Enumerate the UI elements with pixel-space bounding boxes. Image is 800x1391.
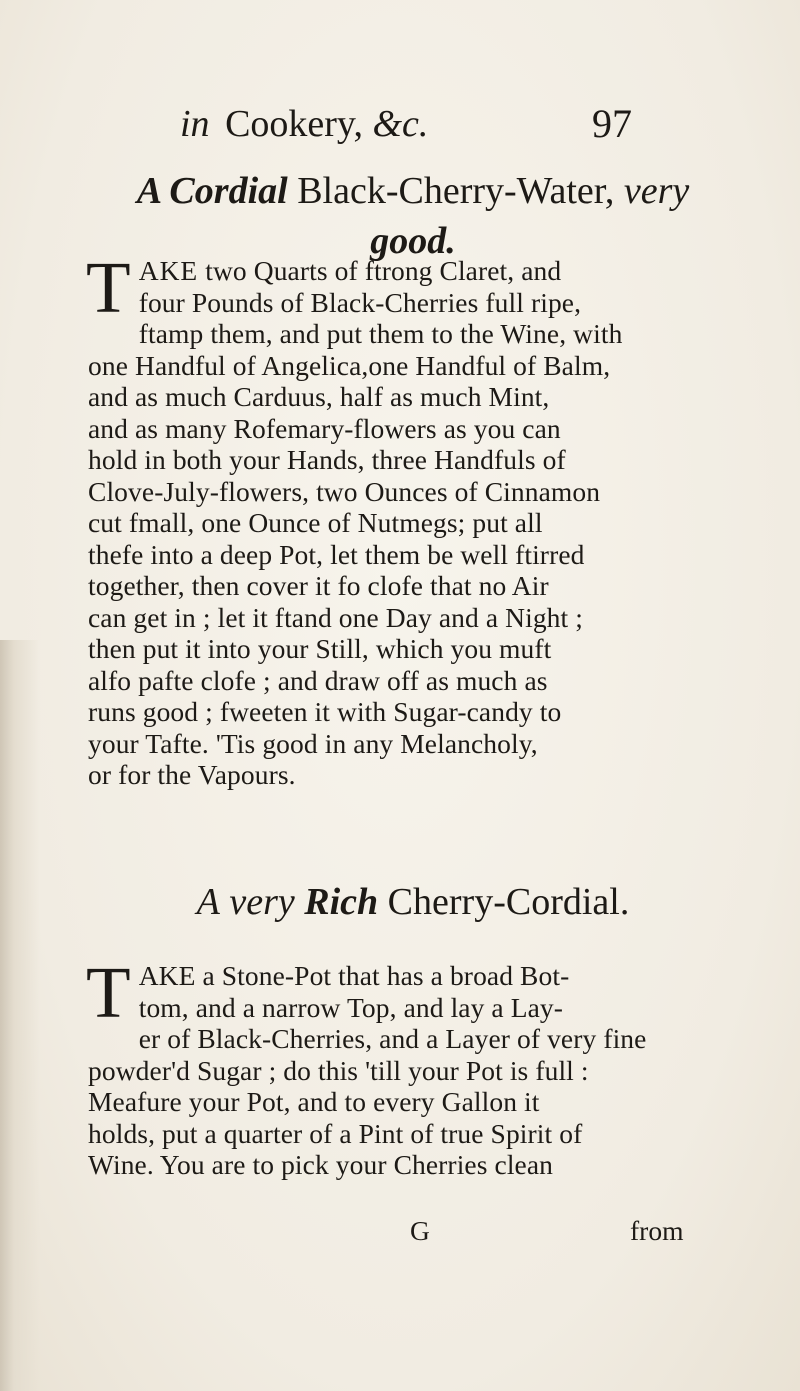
recipe-1-line: four Pounds of Black-Cherries full ripe, [138,286,582,318]
recipe-1-drop-cap: T [86,247,131,328]
recipe-1-line: or for the Vapours. [88,759,296,790]
recipe-1-line: Clove-July-flowers, two Ounces of Cinnamon [88,475,601,507]
running-head-prefix: in [180,103,210,145]
recipe-1-title-part2: Black-Cherry-Water, [297,170,615,212]
recipe-1-title-part3: very [623,170,690,212]
recipe-1-line: one Handful of Angelica,one Handful of Balm, [88,349,611,381]
recipe-2-line: powder'd Sugar ; do this 'till your Pot is full : [88,1054,589,1086]
recipe-2-drop-cap: T [86,952,131,1033]
recipe-1-line: your Tafte. 'Tis good in any Melancholy, [88,727,538,759]
recipe-1-line: thefe into a deep Pot, let them be well ftirred [88,538,585,570]
recipe-1-title [88,166,738,266]
recipe-1-line: alfo pafte clofe ; and draw off as much as [88,664,548,696]
recipe-1-body [86,247,712,791]
recipe-1-line: can get in ; let it ftand one Day and a Night ; [88,601,583,633]
recipe-2-title [88,877,738,927]
recipe-1-line: then put it into your Still, which you muft [88,633,552,664]
recipe-2-title-part4: Cherry-Cordial. [387,881,630,923]
recipe-2-title-part1: A [196,881,220,923]
running-head-etc: &c. [372,103,429,145]
recipe-2-body [86,952,712,1181]
recipe-1-line: runs good ; fweeten it with Sugar-candy to [88,696,562,727]
recipe-2-line: Wine. You are to pick your Cherries clean [88,1149,554,1180]
page-number: 97 [592,101,632,146]
recipe-2-title-part3: Rich [304,881,379,923]
recipe-1-line: hold in both your Hands, three Handfuls of [88,444,566,475]
recipe-1-line: ftamp them, and put them to the Wine, with [138,318,623,349]
recipe-1-line: and as much Carduus, half as much Mint, [88,381,550,412]
signature-mark: G [410,1215,430,1246]
recipe-2-line: tom, and a narrow Top, and lay a Lay- [138,991,564,1023]
running-head [180,96,700,152]
recipe-1-lead: AKE [138,255,199,286]
recipe-1-title-part1: A Cordial [136,170,288,212]
recipe-1-line: and as many Rofemary-flowers as you can [88,412,561,444]
catchword: from [630,1215,684,1246]
recipe-2-line: Meafure your Pot, and to every Gallon it [88,1086,540,1117]
recipe-2-line: er of Black-Cherries, and a Layer of very fine [138,1023,647,1054]
page-gutter-shadow [0,640,40,1391]
recipe-1-line: cut fmall, one Ounce of Nutmegs; put all [88,507,543,538]
recipe-2-line: holds, put a quarter of a Pint of true Spirit of [88,1117,583,1149]
recipe-2-title-part2: very [229,881,295,923]
running-head-title: Cookery, [225,103,363,145]
recipe-2-line: AKE a Stone-Pot that has a broad Bot- [138,960,570,991]
recipe-1-line: two Quarts of ftrong Claret, and [205,255,562,286]
recipe-1-line: together, then cover it fo clofe that no Air [88,570,549,601]
recipe-1-title-part4: good. [370,220,456,262]
